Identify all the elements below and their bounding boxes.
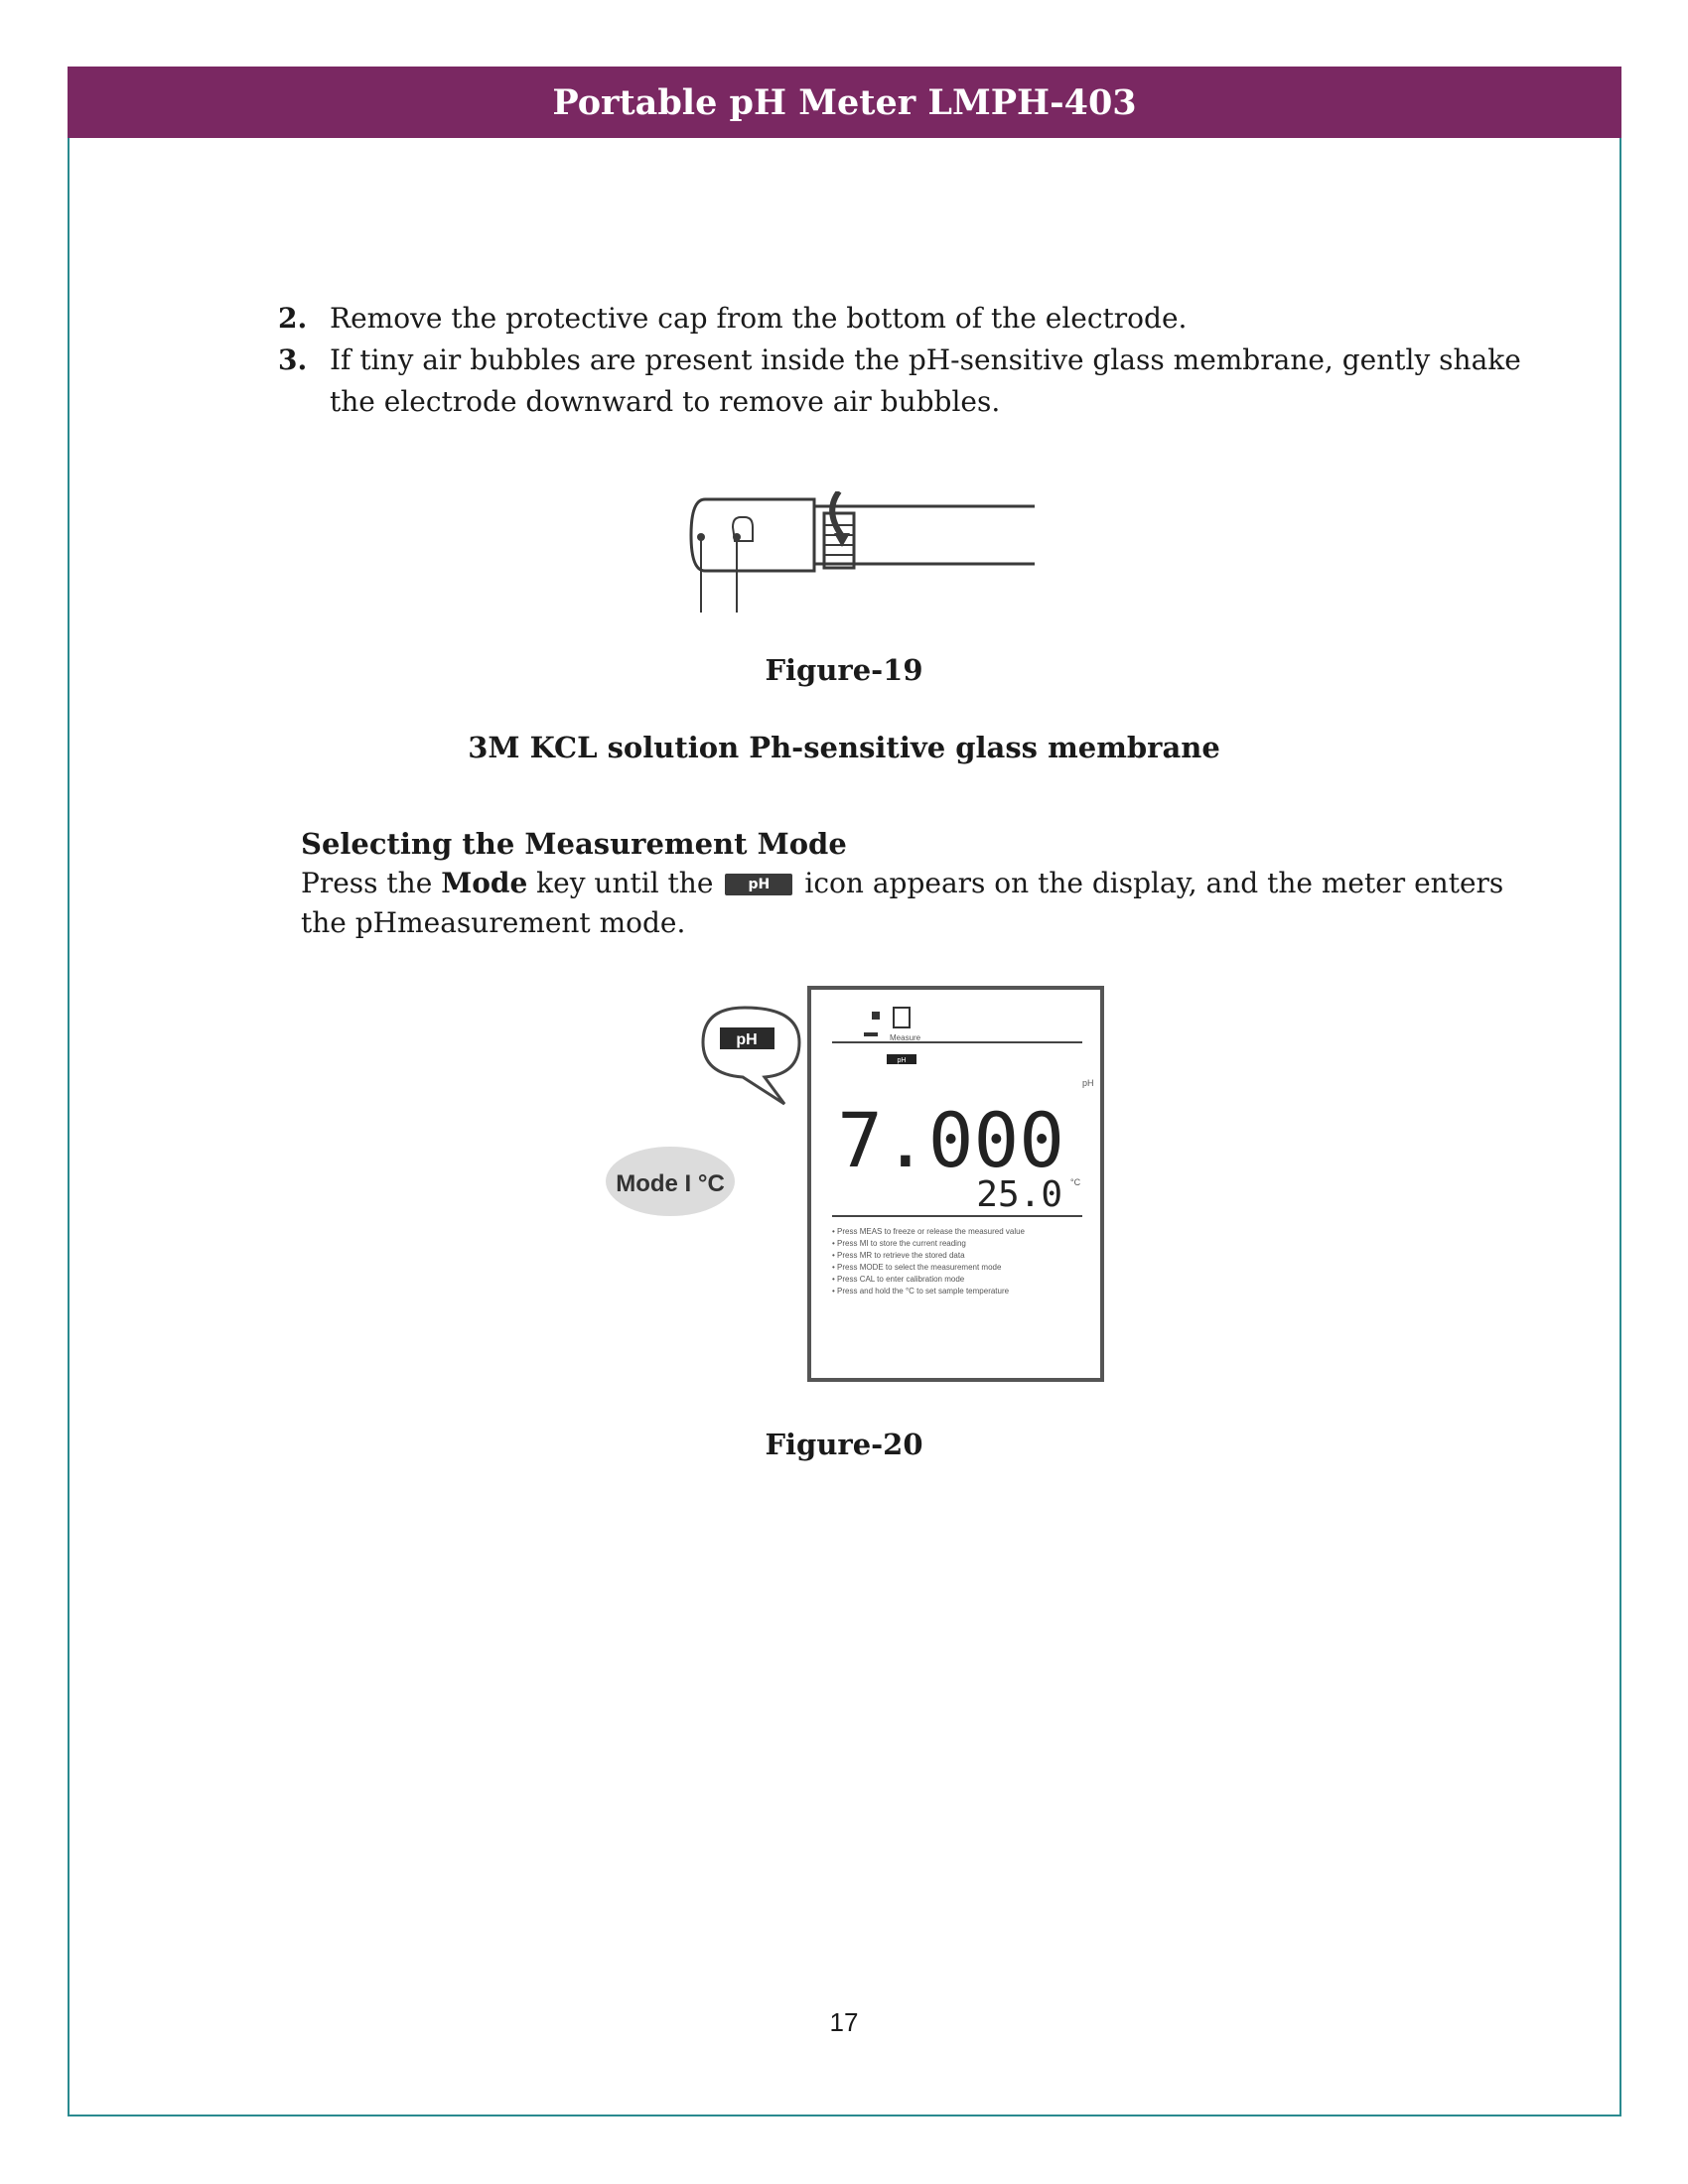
callout-label: pH (736, 1031, 758, 1048)
step-number: 3. (278, 343, 308, 376)
main-reading: 7.000 (837, 1096, 1064, 1184)
callout-bubble (703, 1008, 799, 1104)
step-text: If tiny air bubbles are present inside the pH-sensitive glass membrane, gently shake the electrode downward to remove air bubbles. (330, 343, 1521, 418)
figure-19-caption: Figure-19 (765, 653, 923, 687)
temperature-unit: °C (1070, 1177, 1081, 1187)
electrode-illustration (665, 491, 1053, 615)
instruction-line: • Press MODE to select the measurement mode (832, 1263, 1002, 1272)
measurement-mode-section (301, 824, 1552, 943)
instruction-line: • Press MR to retrieve the stored data (832, 1251, 965, 1260)
section-heading: Selecting the Measurement Mode (301, 827, 847, 861)
step-number: 2. (278, 302, 308, 335)
document-header (68, 67, 1621, 138)
step-text: Remove the protective cap from the bottom of the electrode. (330, 302, 1188, 335)
temperature-reading: 25.0 (976, 1174, 1062, 1215)
document-title: Portable pH Meter LMPH-403 (552, 81, 1137, 123)
measure-label: Measure (890, 1033, 921, 1042)
figure-20-caption: Figure-20 (765, 1428, 923, 1461)
instruction-line: • Press CAL to enter calibration mode (832, 1275, 965, 1284)
step-item (278, 298, 1559, 340)
instruction-steps (278, 298, 1559, 423)
mode-button-label: Mode I °C (616, 1170, 725, 1197)
battery-icon (872, 1012, 880, 1020)
figure-19-subcaption: 3M KCL solution Ph-sensitive glass membrane (468, 731, 1220, 764)
paragraph-text: Press the (301, 867, 442, 899)
instruction-line: • Press MEAS to freeze or release the measured value (832, 1227, 1026, 1236)
step-item (278, 340, 1559, 423)
instruction-line: • Press and hold the °C to set sample temperature (832, 1287, 1010, 1296)
section-paragraph (301, 864, 1552, 943)
ph-icon: pH (725, 874, 792, 895)
mode-key-name: Mode (441, 867, 528, 899)
meter-display-illustration (596, 983, 1112, 1390)
page-number: 17 (829, 2007, 859, 2037)
paragraph-text: key until the (527, 867, 714, 899)
ph-mode-badge-label: pH (897, 1057, 907, 1064)
paragraph-text: icon appears on the display, and the meter enters the pHmeasurement mode. (301, 867, 1504, 939)
signal-icon (864, 1032, 878, 1036)
reading-unit: pH (1082, 1078, 1094, 1088)
instruction-line: • Press MI to store the current reading (832, 1239, 966, 1248)
